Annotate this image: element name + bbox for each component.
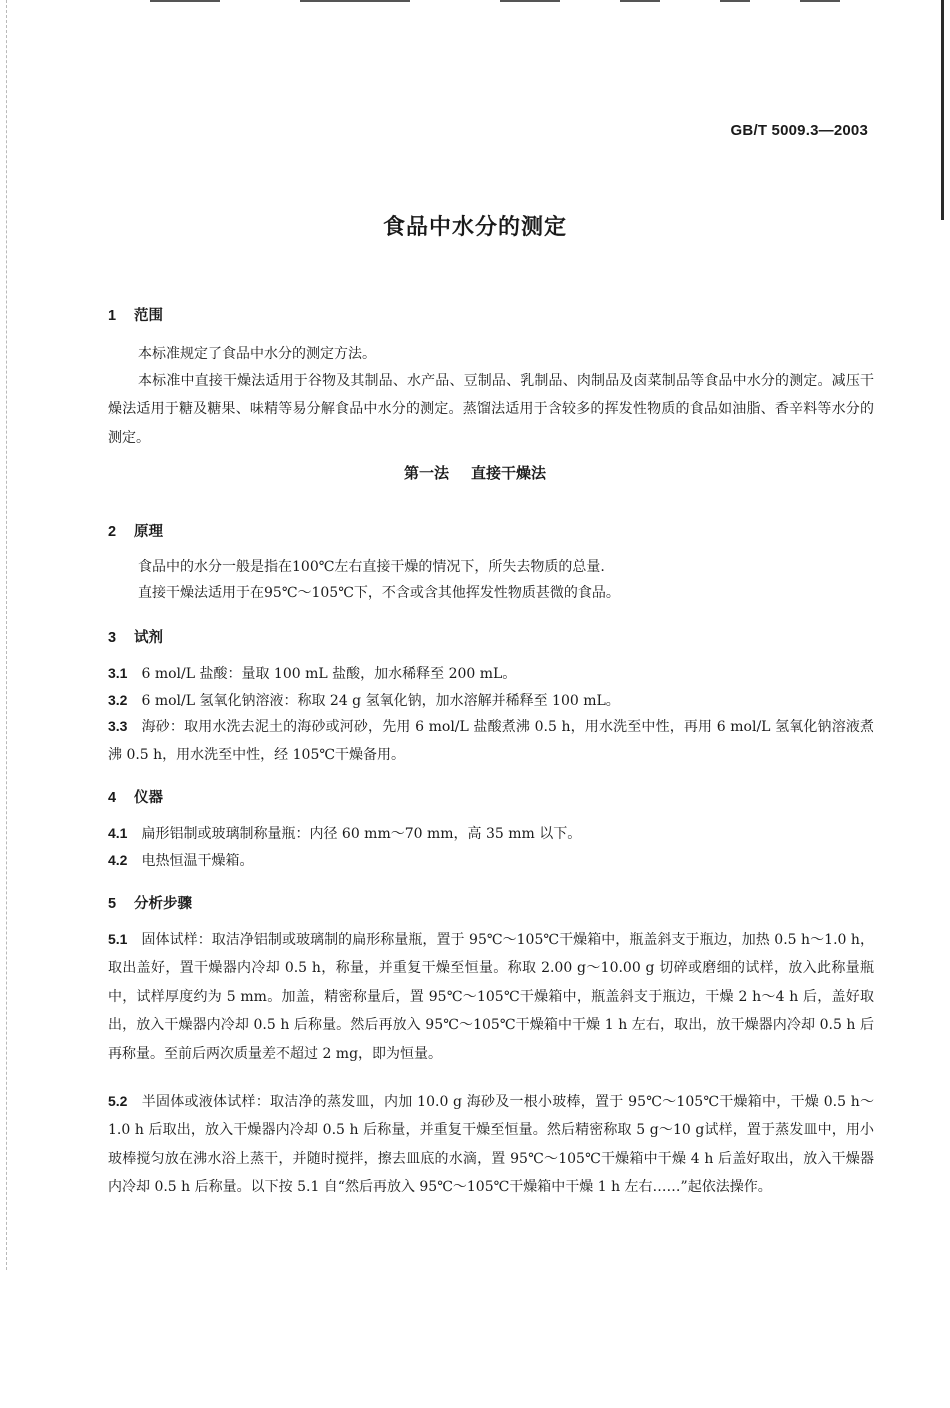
- scope-paragraph-1: 本标准规定了食品中水分的测定方法。: [138, 346, 376, 362]
- section-heading-principle: [108, 520, 163, 541]
- section-title: 分析步骤: [134, 896, 192, 912]
- section-title: 范围: [134, 308, 163, 324]
- section-number: 4: [108, 790, 117, 806]
- method-heading: [0, 462, 950, 483]
- section-number: 1: [108, 308, 117, 324]
- clause-text: 扁形铝制或玻璃制称量瓶：内径 60 mm～70 mm，高 35 mm 以下。: [141, 826, 582, 842]
- standard-code: GB/T 5009.3—2003: [730, 122, 868, 139]
- clause-4-1: [108, 819, 874, 848]
- section-number: 5: [108, 896, 117, 912]
- clause-4-2: [108, 846, 874, 875]
- section-number: 2: [108, 524, 117, 540]
- clause-number: 3.3: [108, 718, 128, 734]
- clause-3-2: [108, 686, 874, 715]
- clause-5-2: [108, 1087, 874, 1202]
- section-heading-scope: [108, 304, 163, 325]
- scan-edge-right: [941, 0, 944, 220]
- method-label: 第一法: [403, 464, 449, 482]
- section-title: 原理: [134, 524, 163, 540]
- principle-paragraph-1: 食品中的水分一般是指在100℃左右直接干燥的情况下，所失去物质的总量.: [138, 559, 605, 575]
- section-number: 3: [108, 630, 117, 646]
- scan-edge-left: [6, 0, 8, 1270]
- section-heading-apparatus: [108, 786, 163, 807]
- clause-5-1: [108, 925, 874, 1068]
- clause-number: 5.2: [108, 1093, 128, 1109]
- top-rule: [800, 0, 840, 2]
- clause-text: 6 mol/L 盐酸：量取 100 mL 盐酸，加水稀释至 200 mL。: [141, 666, 517, 682]
- clause-text: 固体试样：取洁净铝制或玻璃制的扁形称量瓶，置于 95℃～105℃干燥箱中，瓶盖斜支于瓶边，加热 0.5 h～1.0 h，取出盖好，置干燥器内冷却 0.5 h，称量，并重复干燥至恒量。称取 2.00 g～10.00 g 切碎或磨细的试样，放入此称量瓶中，试样厚度约为 5 mm。加盖，精密称量后，置 95℃～105℃干燥箱中，瓶盖斜支于瓶边，干燥 2 h～4 h 后，盖好取出，放入干燥器内冷却 0.5 h 后称量。然后再放入 95℃～105℃干燥箱中干燥 1 h 左右，取出，放干燥器内冷却 0.5 h 后再称量。至前后两次质量差不超过 2 mg，即为恒量。: [108, 932, 874, 1062]
- top-rule: [150, 0, 220, 2]
- top-rule: [720, 0, 750, 2]
- clause-text: 电热恒温干燥箱。: [141, 853, 254, 869]
- clause-text: 6 mol/L 氢氧化钠溶液：称取 24 g 氢氧化钠，加水溶解并稀释至 100 mL。: [141, 693, 620, 709]
- clause-number: 3.1: [108, 665, 128, 681]
- clause-3-1: [108, 659, 874, 688]
- clause-number: 3.2: [108, 692, 128, 708]
- top-rule: [620, 0, 660, 2]
- section-heading-reagents: [108, 626, 163, 647]
- method-name: 直接干燥法: [471, 464, 547, 482]
- scope-paragraph-2: 本标准中直接干燥法适用于谷物及其制品、水产品、豆制品、乳制品、肉制品及卤菜制品等食品中水分的测定。减压干燥法适用于糖及糖果、味精等易分解食品中水分的测定。蒸馏法适用于含较多的挥发性物质的食品如油脂、香辛料等水分的测定。: [108, 373, 874, 446]
- top-rule: [500, 0, 560, 2]
- principle-paragraph-2: 直接干燥法适用于在95℃～105℃下，不含或含其他挥发性物质甚微的食品。: [138, 585, 620, 601]
- clause-number: 4.1: [108, 825, 128, 841]
- clause-text: 海砂：取用水洗去泥土的海砂或河砂，先用 6 mol/L 盐酸煮沸 0.5 h，用水洗至中性，再用 6 mol/L 氢氧化钠溶液煮沸 0.5 h，用水洗至中性，经 105℃干燥备用。: [108, 719, 874, 764]
- document-title: 食品中水分的测定: [382, 215, 567, 240]
- section-title: 仪器: [134, 790, 163, 806]
- top-rule: [300, 0, 410, 2]
- section-title: 试剂: [134, 630, 163, 646]
- clause-3-3: [108, 712, 874, 770]
- section-heading-procedure: [108, 892, 192, 913]
- clause-number: 5.1: [108, 931, 128, 947]
- clause-number: 4.2: [108, 852, 128, 868]
- clause-text: 半固体或液体试样：取洁净的蒸发皿，内加 10.0 g 海砂及一根小玻棒，置于 95℃～105℃干燥箱中，干燥 0.5 h～1.0 h 后取出，放入干燥器内冷却 0.5 h 后称量，并重复干燥至恒量。然后精密称取 5 g～10 g试样，置于蒸发皿中，用小玻棒搅匀放在沸水浴上蒸干，并随时搅拌，擦去皿底的水滴，置 95℃～105℃干燥箱中干燥 4 h 后盖好取出，放入干燥器内冷却 0.5 h 后称量。以下按 5.1 自“然后再放入 95℃～105℃干燥箱中干燥 1 h 左右……”起依法操作。: [108, 1094, 874, 1196]
